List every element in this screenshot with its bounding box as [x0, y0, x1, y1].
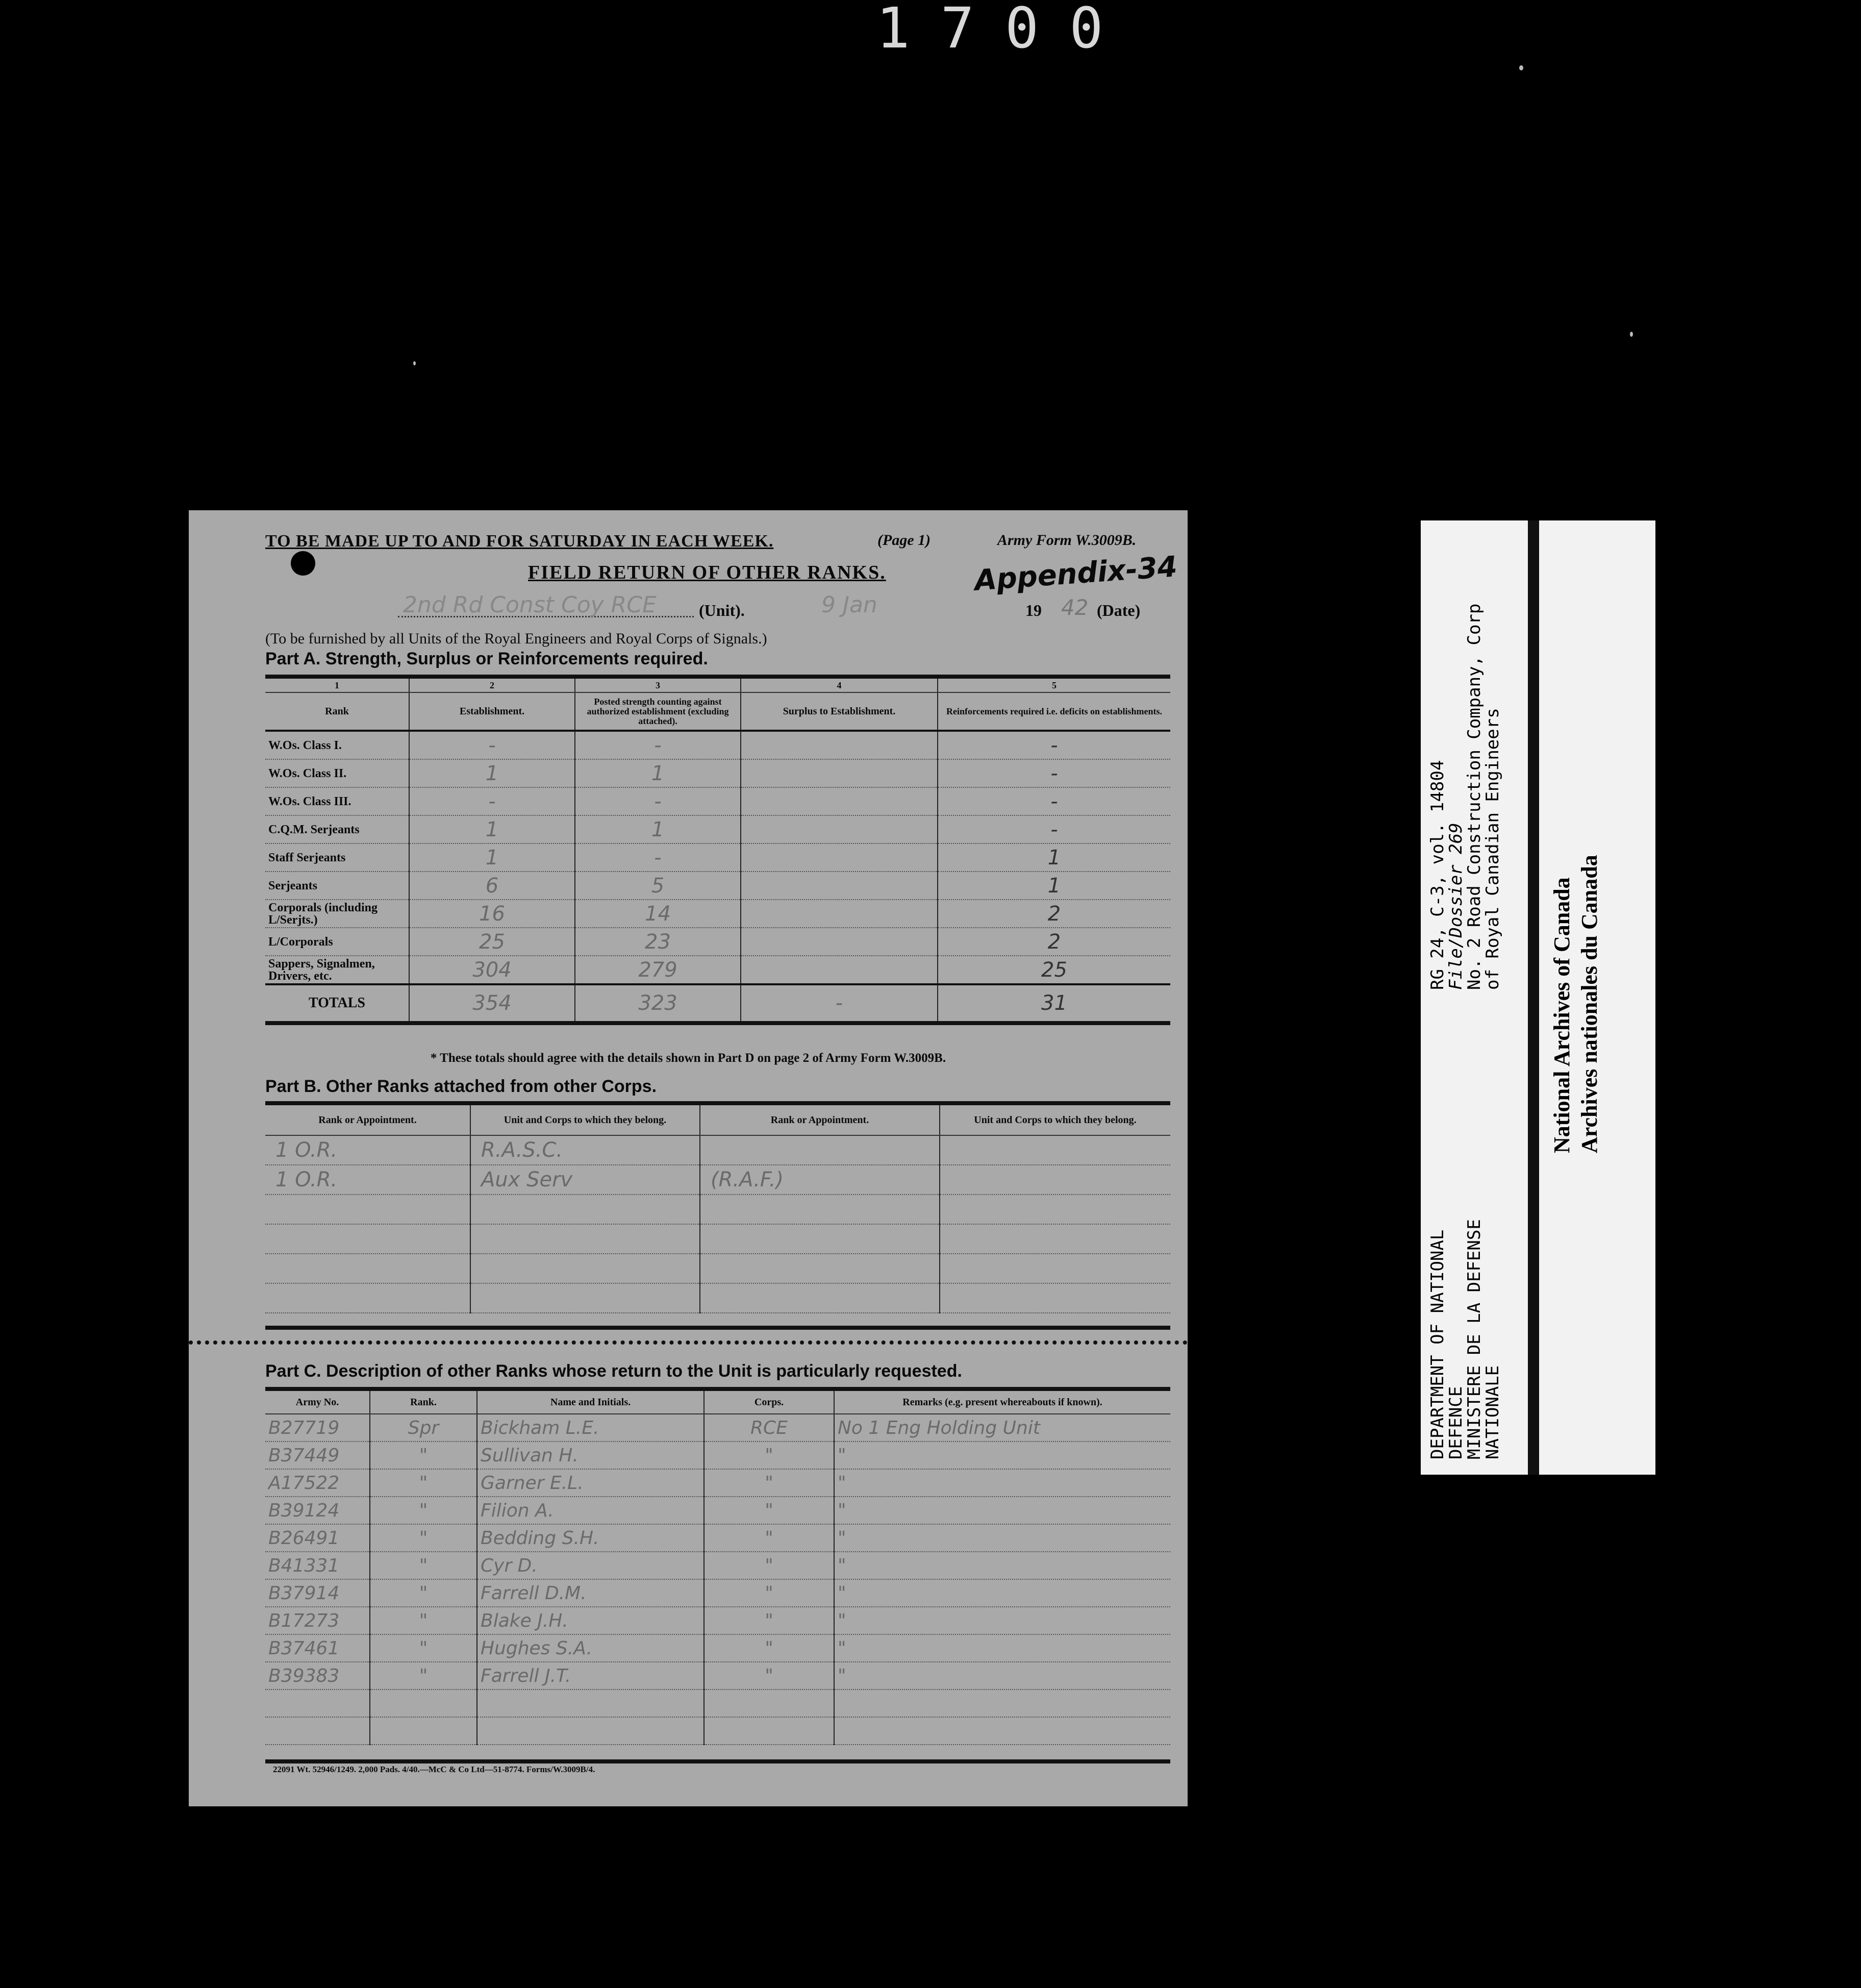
establishment-cell: 16: [409, 900, 575, 928]
corps-cell: [704, 1717, 834, 1745]
col-header-corps: Corps.: [704, 1389, 834, 1414]
remarks-cell: ": [834, 1524, 1170, 1552]
rank-label: W.Os. Class I.: [265, 731, 409, 759]
attached-cell: 1 O.R.: [265, 1135, 470, 1165]
part-b-bottom-rule: [265, 1326, 1170, 1330]
col-number: 4: [741, 677, 938, 692]
film-speck: [413, 361, 416, 365]
reinforcements-cell: -: [938, 731, 1170, 759]
posted-cell: -: [575, 731, 741, 759]
rank-label: C.Q.M. Serjeants: [265, 815, 409, 843]
corps-cell: ": [704, 1579, 834, 1607]
reinforcements-cell: 2: [938, 900, 1170, 928]
name-cell: Bickham L.E.: [477, 1414, 704, 1442]
film-frame-number: 1700: [876, 0, 1134, 61]
reinforcements-cell: 2: [938, 928, 1170, 956]
page-label: (Page 1): [877, 532, 931, 549]
totals-label: TOTALS: [308, 995, 365, 1011]
attached-cell: [700, 1195, 940, 1224]
unit-handwritten: 2nd Rd Const Coy RCE: [403, 592, 657, 618]
date-handwritten: 9 Jan: [821, 592, 877, 618]
remarks-cell: ": [834, 1579, 1170, 1607]
establishment-cell: -: [409, 787, 575, 815]
posted-cell: 23: [575, 928, 741, 956]
attached-cell: [940, 1254, 1170, 1283]
requested-return-row: [265, 1689, 1170, 1717]
surplus-cell: [741, 900, 938, 928]
appendix-annotation: Appendix-34: [973, 550, 1178, 598]
strength-row: [265, 900, 1170, 928]
part-c-title: Part C. Description of other Ranks whose return to the Unit is particularly requested.: [265, 1361, 962, 1381]
name-cell: Garner E.L.: [477, 1469, 704, 1497]
col-header-unit-corps: Unit and Corps to which they belong.: [470, 1103, 700, 1135]
department-fr-line1: MINISTERE DE LA DEFENSE: [1464, 1219, 1485, 1459]
strength-row: [265, 731, 1170, 759]
attached-cell: [265, 1195, 470, 1224]
name-cell: [477, 1689, 704, 1717]
file-dossier-number: File/Dossier 269: [1446, 823, 1466, 990]
establishment-cell: 1: [409, 843, 575, 872]
year-handwritten: 42: [1061, 595, 1089, 620]
attached-row: [265, 1135, 1170, 1165]
name-cell: Sullivan H.: [477, 1442, 704, 1469]
name-cell: Hughes S.A.: [477, 1634, 704, 1662]
requested-return-row: [265, 1662, 1170, 1689]
name-cell: [477, 1717, 704, 1745]
rank-cell: ": [370, 1442, 477, 1469]
requested-return-row: [265, 1497, 1170, 1524]
strength-row: [265, 928, 1170, 956]
totals-posted: 323: [575, 984, 741, 1023]
army-number-cell: B37449: [265, 1442, 370, 1469]
col-number: 3: [575, 677, 741, 692]
corps-cell: ": [704, 1552, 834, 1579]
rank-label: Sappers, Signalmen, Drivers, etc.: [265, 956, 409, 984]
part-b-title: Part B. Other Ranks attached from other Corps.: [265, 1077, 657, 1096]
col-number: 5: [938, 677, 1170, 692]
corps-cell: ": [704, 1497, 834, 1524]
attached-cell: [700, 1254, 940, 1283]
attached-cell: [265, 1254, 470, 1283]
rank-label: W.Os. Class II.: [265, 759, 409, 787]
rank-cell: ": [370, 1524, 477, 1552]
name-cell: Farrell D.M.: [477, 1579, 704, 1607]
posted-cell: 1: [575, 815, 741, 843]
rank-cell: ": [370, 1552, 477, 1579]
name-cell: Blake J.H.: [477, 1607, 704, 1634]
posted-cell: -: [575, 843, 741, 872]
part-b-table: [265, 1101, 1170, 1313]
posted-cell: -: [575, 787, 741, 815]
rank-label: L/Corporals: [265, 928, 409, 956]
attached-cell: [940, 1195, 1170, 1224]
attached-cell: [700, 1283, 940, 1313]
surplus-cell: [741, 872, 938, 900]
archive-reference: [1428, 604, 1502, 990]
army-number-cell: B26491: [265, 1524, 370, 1552]
col-header-name: Name and Initials.: [477, 1389, 704, 1414]
unit-description-line2: of Royal Canadian Engineers: [1482, 708, 1503, 990]
establishment-cell: 1: [409, 815, 575, 843]
col-number: 1: [265, 677, 409, 692]
requested-return-row: [265, 1524, 1170, 1552]
attached-cell: [940, 1165, 1170, 1195]
rank-cell: ": [370, 1634, 477, 1662]
unit-label: (Unit).: [699, 601, 745, 619]
strength-row: [265, 843, 1170, 872]
army-number-cell: B27719: [265, 1414, 370, 1442]
remarks-cell: [834, 1717, 1170, 1745]
name-cell: Cyr D.: [477, 1552, 704, 1579]
remarks-cell: ": [834, 1552, 1170, 1579]
attached-cell: [470, 1254, 700, 1283]
requested-return-row: [265, 1414, 1170, 1442]
army-number-cell: B37914: [265, 1579, 370, 1607]
part-a-title: Part A. Strength, Surplus or Reinforcements required.: [265, 649, 708, 668]
army-number-cell: B39124: [265, 1497, 370, 1524]
attached-cell: [470, 1224, 700, 1254]
corps-cell: RCE: [704, 1414, 834, 1442]
rank-cell: ": [370, 1579, 477, 1607]
col-header-rank-appointment-2: Rank or Appointment.: [700, 1103, 940, 1135]
col-header-rank-appointment: Rank or Appointment.: [265, 1103, 470, 1135]
reinforcements-cell: 1: [938, 872, 1170, 900]
posted-cell: 14: [575, 900, 741, 928]
film-speck: [1630, 332, 1633, 337]
corps-cell: ": [704, 1607, 834, 1634]
printer-imprint: 22091 Wt. 52946/1249. 2,000 Pads. 4/40.—McC & Co Ltd—51-8774. Forms/W.3009B/4.: [273, 1765, 595, 1774]
rg-reference: RG 24, C-3, vol. 14804: [1427, 760, 1448, 990]
attached-cell: [265, 1283, 470, 1313]
rank-cell: ": [370, 1497, 477, 1524]
reinforcements-cell: -: [938, 815, 1170, 843]
requested-return-row: [265, 1552, 1170, 1579]
department-english: [1428, 1219, 1502, 1459]
attached-row: [265, 1165, 1170, 1195]
col-header-remarks: Remarks (e.g. present whereabouts if known).: [834, 1389, 1170, 1414]
attached-row: [265, 1224, 1170, 1254]
rank-cell: ": [370, 1662, 477, 1689]
remarks-cell: ": [834, 1442, 1170, 1469]
army-number-cell: B39383: [265, 1662, 370, 1689]
part-a-table: [265, 675, 1170, 1025]
attached-row: [265, 1195, 1170, 1224]
attached-cell: [940, 1283, 1170, 1313]
attached-cell: [470, 1195, 700, 1224]
totals-reinforcements: 31: [938, 984, 1170, 1023]
establishment-cell: 6: [409, 872, 575, 900]
totals-note: * These totals should agree with the details shown in Part D on page 2 of Army Form W.3009B.: [430, 1051, 946, 1065]
film-speck: [1519, 65, 1523, 70]
army-number-cell: A17522: [265, 1469, 370, 1497]
col-header-rank: Rank: [265, 692, 409, 731]
corps-cell: [704, 1689, 834, 1717]
surplus-cell: [741, 956, 938, 984]
col-header-reinforcements: Reinforcements required i.e. deficits on establishments.: [938, 692, 1170, 731]
name-cell: Bedding S.H.: [477, 1524, 704, 1552]
corps-cell: ": [704, 1634, 834, 1662]
requested-return-row: [265, 1469, 1170, 1497]
punch-hole: [291, 551, 315, 576]
rank-cell: ": [370, 1607, 477, 1634]
remarks-cell: ": [834, 1497, 1170, 1524]
archives-name-fr: Archives nationales du Canada: [1577, 855, 1602, 1153]
attached-cell: (R.A.F.): [700, 1165, 940, 1195]
archive-label-divider: [1528, 520, 1539, 1475]
year-prefix: 19: [1025, 601, 1042, 619]
date-label: (Date): [1097, 601, 1141, 619]
surplus-cell: [741, 759, 938, 787]
name-cell: Filion A.: [477, 1497, 704, 1524]
attached-row: [265, 1254, 1170, 1283]
strength-row: [265, 759, 1170, 787]
requested-return-row: [265, 1634, 1170, 1662]
strength-row: [265, 787, 1170, 815]
rank-label: W.Os. Class III.: [265, 787, 409, 815]
attached-cell: R.A.S.C.: [470, 1135, 700, 1165]
remarks-cell: [834, 1689, 1170, 1717]
col-header-army-no: Army No.: [265, 1389, 370, 1414]
col-header-posted-strength: Posted strength counting against authorized establishment (excluding attached).: [575, 692, 741, 731]
surplus-cell: [741, 843, 938, 872]
archives-name: [1548, 855, 1603, 1153]
army-number-cell: B17273: [265, 1607, 370, 1634]
requested-return-row: [265, 1717, 1170, 1745]
name-cell: Farrell J.T.: [477, 1662, 704, 1689]
army-form-number: Army Form W.3009B.: [997, 532, 1137, 549]
reinforcements-cell: 1: [938, 843, 1170, 872]
requested-return-row: [265, 1579, 1170, 1607]
attached-cell: [940, 1224, 1170, 1254]
attached-cell: [940, 1135, 1170, 1165]
attached-row: [265, 1283, 1170, 1313]
surplus-cell: [741, 787, 938, 815]
establishment-cell: -: [409, 731, 575, 759]
archives-name-en: National Archives of Canada: [1549, 877, 1574, 1153]
part-c-table: [265, 1387, 1170, 1745]
corps-cell: ": [704, 1469, 834, 1497]
rank-cell: ": [370, 1469, 477, 1497]
attached-cell: 1 O.R.: [265, 1165, 470, 1195]
unit-description-line1: No. 2 Road Construction Company, Corp: [1464, 603, 1485, 990]
totals-establishment: 354: [409, 984, 575, 1023]
corps-cell: ": [704, 1662, 834, 1689]
surplus-cell: [741, 815, 938, 843]
posted-cell: 279: [575, 956, 741, 984]
perforation-line: [189, 1340, 1188, 1345]
establishment-cell: 25: [409, 928, 575, 956]
remarks-cell: No 1 Eng Holding Unit: [834, 1414, 1170, 1442]
requested-return-row: [265, 1442, 1170, 1469]
posted-cell: 1: [575, 759, 741, 787]
rank-label: Serjeants: [265, 872, 409, 900]
attached-cell: [470, 1283, 700, 1313]
part-c-bottom-rule: [265, 1759, 1170, 1763]
col-number: 2: [409, 677, 575, 692]
army-number-cell: B41331: [265, 1552, 370, 1579]
attached-cell: [700, 1224, 940, 1254]
department-fr-line2: NATIONALE: [1482, 1365, 1503, 1459]
col-header-surplus: Surplus to Establishment.: [741, 692, 938, 731]
rank-label: Corporals (including L/Serjts.): [265, 900, 409, 928]
totals-surplus: -: [741, 984, 938, 1023]
remarks-cell: ": [834, 1634, 1170, 1662]
surplus-cell: [741, 928, 938, 956]
attached-cell: [700, 1135, 940, 1165]
strength-row: [265, 872, 1170, 900]
army-number-cell: B37461: [265, 1634, 370, 1662]
col-header-unit-corps-2: Unit and Corps to which they belong.: [940, 1103, 1170, 1135]
reinforcements-cell: 25: [938, 956, 1170, 984]
field-return-form: [189, 510, 1188, 1806]
reinforcements-cell: -: [938, 759, 1170, 787]
remarks-cell: ": [834, 1469, 1170, 1497]
establishment-cell: 304: [409, 956, 575, 984]
posted-cell: 5: [575, 872, 741, 900]
rank-cell: [370, 1717, 477, 1745]
furnish-note: (To be furnished by all Units of the Royal Engineers and Royal Corps of Signals.): [265, 630, 767, 647]
attached-cell: Aux Serv: [470, 1165, 700, 1195]
remarks-cell: ": [834, 1607, 1170, 1634]
corps-cell: ": [704, 1524, 834, 1552]
attached-cell: [265, 1224, 470, 1254]
department-en-line1: DEPARTMENT OF NATIONAL: [1427, 1229, 1448, 1459]
strength-row: [265, 815, 1170, 843]
surplus-cell: [741, 731, 938, 759]
col-header-rank: Rank.: [370, 1389, 477, 1414]
remarks-cell: ": [834, 1662, 1170, 1689]
col-header-establishment: Establishment.: [409, 692, 575, 731]
requested-return-row: [265, 1607, 1170, 1634]
army-number-cell: [265, 1717, 370, 1745]
army-number-cell: [265, 1689, 370, 1717]
rank-cell: Spr: [370, 1414, 477, 1442]
rank-cell: [370, 1689, 477, 1717]
strength-row: [265, 956, 1170, 984]
establishment-cell: 1: [409, 759, 575, 787]
form-instruction-header: TO BE MADE UP TO AND FOR SATURDAY IN EACH WEEK.: [265, 532, 774, 551]
department-en-line2: DEFENCE: [1446, 1386, 1466, 1459]
form-title: FIELD RETURN OF OTHER RANKS.: [528, 562, 886, 583]
corps-cell: ": [704, 1442, 834, 1469]
rank-label: Staff Serjeants: [265, 843, 409, 872]
reinforcements-cell: -: [938, 787, 1170, 815]
